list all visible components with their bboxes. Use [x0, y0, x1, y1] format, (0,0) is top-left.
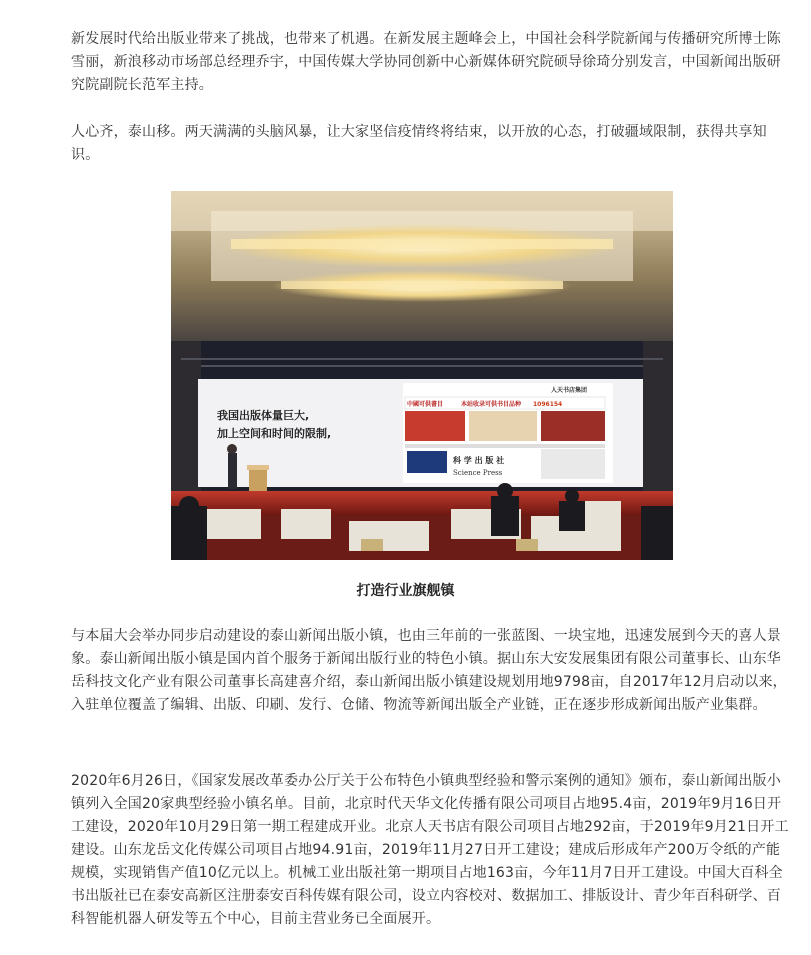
screen-press-en: Science Press — [453, 469, 503, 477]
speaker-figure — [227, 444, 237, 489]
screen-banner: 本站收录可供书目品种 — [461, 401, 522, 408]
paragraph-projects: 2020年6月26日，《国家发展改革委办公厅关于公布特色小镇典型经验和警示案例的通知》颁布，泰山新闻出版小镇列入全国20家典型经验小镇名单。目前，北京时代天华文化传播有限公司项目占地95.4亩，2019年9月16日开工建设，2020年10月29日第一期工程建成开业。北京人天书店有限公司项目占地292亩，于2019年9月21日开工建设。山东龙岳文化传媒公司项目占地94.91亩，2019年11月27日开工建设；建成后形成年产200万令纸的产能规模，实现销售产值10亿元以上。机械工业出版社第一期项目占地163亩，今年11月7日开工建设。中国大百科全书出版社已在泰安高新区注册泰安百科传媒有限公司，设立内容校对、数据加工、排版设计、青少年百科研学、百科智能机器人研发等五个中心，目前主营业务已全面展开。 — [71, 773, 789, 927]
paragraph-town: 与本届大会举办同步启动建设的泰山新闻出版小镇，也由三年前的一张蓝图、一块宝地，迅速发展到今天的喜人景象。泰山新闻出版小镇是国内首个服务于新闻出版行业的特色小镇。据山东大安发展集团有限公司董事长、山东华岳科技文化产业有限公司董事长高建喜介绍，泰山新闻出版小镇建设规划用地9798亩，自2017年12月启动以来，入驻单位覆盖了编辑、出版、印刷、发行、仓储、物流等新闻出版全产业链，正在逐步形成新闻出版产业集群。 — [71, 628, 787, 713]
chandelier-lower — [272, 270, 572, 302]
paragraph-summary: 人心齐，泰山移。两天满满的头脑风暴，让大家坚信疫情终将结束，以开放的心态，打破疆域限制，获得共享知识。 — [71, 124, 767, 163]
screen-text-line-2: 加上空间和时间的限制, — [217, 427, 332, 440]
conference-photo — [171, 191, 673, 560]
photo-caption: 打造行业旗舰镇 — [356, 583, 455, 599]
chandelier-upper — [222, 224, 622, 268]
screen-tag: 中國可供書目 — [407, 401, 444, 408]
screen-count: 1096154 — [533, 401, 563, 408]
paragraph-intro: 新发展时代给出版业带来了挑战，也带来了机遇。在新发展主题峰会上，中国社会科学院新闻与传播研究所博士陈雪丽，新浪移动市场部总经理乔宇，中国传媒大学协同创新中心新媒体研究院硕导徐琦分别发言，中国新闻出版研究院副院长范军主持。 — [71, 31, 781, 93]
screen-text-line-1: 我国出版体量巨大, — [217, 409, 310, 422]
screen-press-cn: 科 学 出 版 社 — [453, 456, 505, 465]
screen-logo: 人天书店集团 — [551, 387, 588, 394]
